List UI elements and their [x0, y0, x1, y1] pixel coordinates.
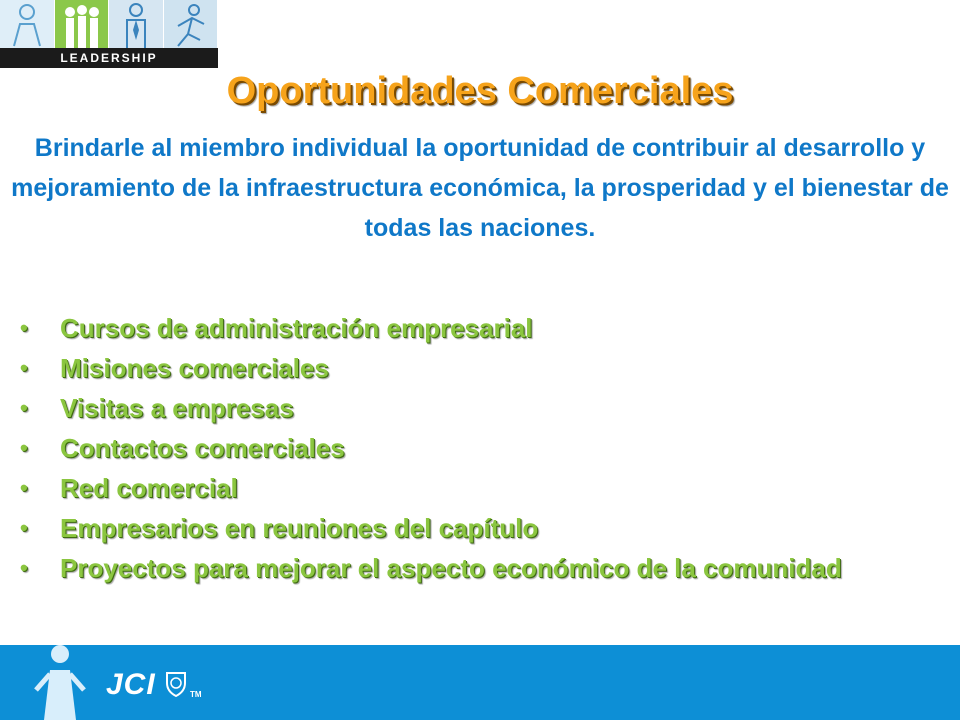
list-item-text: Visitas a empresas — [60, 393, 294, 423]
runner-icon — [164, 0, 218, 48]
list-item — [14, 508, 944, 548]
list-item — [14, 348, 944, 388]
list-item — [14, 388, 944, 428]
bullet-icon: • — [20, 555, 28, 580]
list-item — [14, 428, 944, 468]
bullet-icon: • — [20, 515, 28, 540]
people-icon — [55, 0, 109, 48]
list-item — [14, 308, 944, 348]
list-item — [14, 548, 944, 588]
logo-tile-4 — [164, 0, 219, 48]
logo-tile-3 — [109, 0, 164, 48]
list-item-text: Empresarios en reuniones del capítulo — [60, 513, 539, 543]
slide-subtitle: Brindarle al miembro individual la oportunidad de contribuir al desarrollo y mejoramiento de la infraestructura económica, la prosperidad y el bienestar de todas las naciones. — [11, 134, 949, 242]
bullet-icon: • — [20, 315, 28, 340]
shield-icon — [165, 671, 187, 697]
jci-logo — [106, 668, 187, 702]
list-item-text: Contactos comerciales — [60, 433, 345, 463]
list-item-text: Misiones comerciales — [60, 353, 329, 383]
list-item-text: Proyectos para mejorar el aspecto económico de la comunidad — [60, 553, 842, 583]
bullet-icon: • — [20, 355, 28, 380]
person-silhouette-icon — [30, 640, 90, 720]
bullet-icon: • — [20, 475, 28, 500]
businessman-icon — [109, 0, 163, 48]
leadership-logo — [0, 0, 218, 68]
logo-tile-1 — [0, 0, 55, 48]
list-item-text: Red comercial — [60, 473, 238, 503]
slide-title: Oportunidades Comerciales — [226, 70, 734, 112]
logo-tiles — [0, 0, 218, 48]
logo-tile-2 — [55, 0, 110, 48]
trademark-mark: TM — [190, 690, 202, 699]
jci-brand-text: JCI — [106, 668, 156, 701]
bullet-icon: • — [20, 435, 28, 460]
list-item-text: Cursos de administración empresarial — [60, 313, 533, 343]
bullet-list — [14, 308, 944, 588]
person-icon — [0, 0, 54, 48]
bullet-icon: • — [20, 395, 28, 420]
list-item — [14, 468, 944, 508]
logo-banner: LEADERSHIP — [0, 48, 218, 68]
